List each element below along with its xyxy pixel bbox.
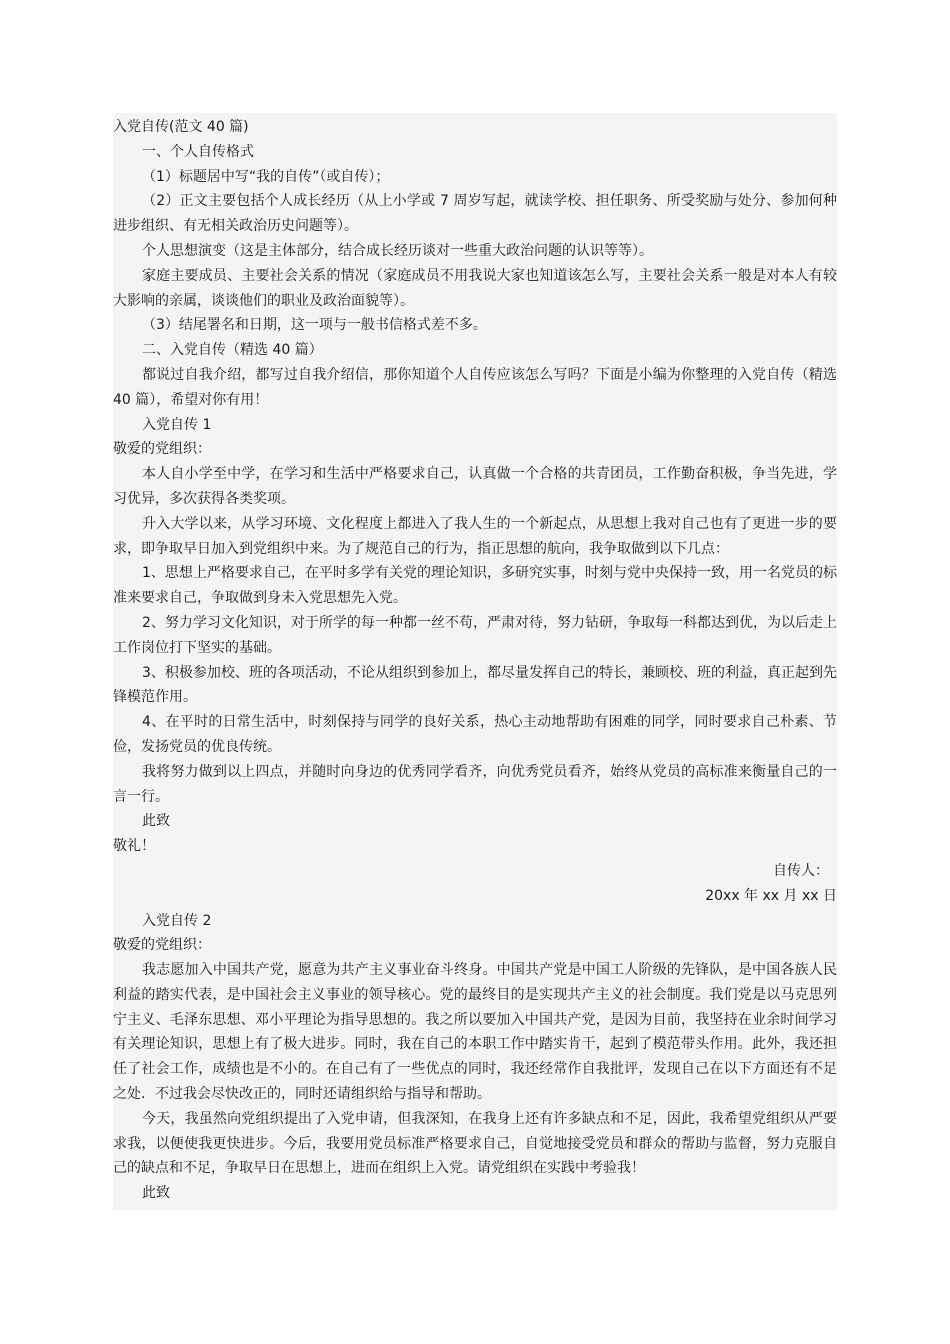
paragraph: 4、在平时的日常生活中，时刻保持与同学的良好关系，热心主动地帮助有困难的同学，同时要求自己朴素、节俭，发扬党员的优良传统。 — [113, 714, 837, 755]
paragraph: 今天，我虽然向党组织提出了入党申请，但我深知，在我身上还有许多缺点和不足，因此，我希望党组织从严要求我，以便使我更快进步。今后，我要用党员标准严格要求自己，自觉地接受党员和群众的帮助与监督，努力克服自己的缺点和不足，争取早日在思想上，进而在组织上入党。请党组织在实践中考验我！ — [113, 1110, 837, 1177]
closing-line: 此致 — [142, 1185, 170, 1202]
document-body — [113, 113, 837, 1210]
salutation: 敬爱的党组织： — [113, 441, 211, 458]
article-title: 入党自传 1 — [142, 416, 212, 433]
salutation: 敬爱的党组织： — [113, 937, 211, 954]
section-heading: 一、个人自传格式 — [142, 143, 254, 160]
document-title: 入党自传(范文 40 篇) — [113, 119, 249, 135]
date: 20xx 年 xx 月 xx 日 — [705, 887, 837, 904]
paragraph: 1、思想上严格要求自己，在平时多学有关党的理论知识，多研究实事，时刻与党中央保持一致，用一名党员的标准来要求自己，争取做到身未入党思想先入党。 — [113, 565, 837, 607]
paragraph: （1）标题居中写“我的自传”（或自传）； — [142, 168, 390, 185]
section-heading: 二、入党自传（精选 40 篇） — [142, 342, 323, 359]
paragraph: 家庭主要成员、主要社会关系的情况（家庭成员不用我说大家也知道该怎么写，主要社会关系一般是对本人有较大影响的亲属，谈谈他们的职业及政治面貌等）。 — [113, 267, 837, 309]
paragraph: （3）结尾署名和日期，这一项与一般书信格式差不多。 — [142, 317, 487, 334]
article-title: 入党自传 2 — [142, 912, 212, 929]
paragraph: 升入大学以来，从学习环境、文化程度上都进入了我人生的一个新起点，从思想上我对自己也有了更进一步的要求，即争取早日加入到党组织中来。为了规范自己的行为，指正思想的航向，我争取做到以下几点： — [113, 515, 837, 557]
closing-line: 敬礼！ — [113, 838, 155, 855]
closing-line: 此致 — [142, 813, 170, 830]
paragraph: 2、努力学习文化知识，对于所学的每一种都一丝不苟，严肃对待，努力钻研，争取每一科都达到优，为以后走上工作岗位打下坚实的基础。 — [113, 614, 837, 656]
paragraph: 本人自小学至中学，在学习和生活中严格要求自己，认真做一个合格的共青团员，工作勤奋积极，争当先进，学习优异，多次获得各类奖项。 — [113, 466, 837, 507]
paragraph: 我将努力做到以上四点，并随时向身边的优秀同学看齐，向优秀党员看齐，始终从党员的高标准来衡量自己的一言一行。 — [113, 763, 837, 805]
signer: 自传人： — [773, 862, 829, 879]
paragraph: （2）正文主要包括个人成长经历（从上小学或 7 周岁写起，就读学校、担任职务、所受奖励与处分、参加何种进步组织、有无相关政治历史问题等）。 — [113, 193, 837, 235]
paragraph: 3、积极参加校、班的各项活动，不论从组织到参加上，都尽量发挥自己的特长，兼顾校、班的利益，真正起到先锋模范作用。 — [113, 664, 837, 706]
paragraph: 我志愿加入中国共产党，愿意为共产主义事业奋斗终身。中国共产党是中国工人阶级的先锋队，是中国各族人民利益的踏实代表，是中国社会主义事业的领导核心。党的最终目的是实现共产主义的社会制度。我们党是以马克思列宁主义、毛泽东思想、邓小平理论为指导思想的。我之所以要加入中国共产党，是因为目前，我坚持在业余时间学习有关理论知识，思想上有了极大进步。同时，我在自己的本职工作中踏实肯干，起到了模范带头作用。此外，我还担任了社会工作，成绩也是不小的。在自己有了一些优点的同时，我还经常作自我批评，发现自己在以下方面还有不足之处．不过我会尽快改正的，同时还请组织给与指导和帮助。 — [113, 962, 837, 1103]
paragraph: 个人思想演变（这是主体部分，结合成长经历谈对一些重大政治问题的认识等等）。 — [142, 242, 653, 259]
paragraph: 都说过自我介绍，都写过自我介绍信，那你知道个人自传应该怎么写吗？下面是小编为你整理的入党自传（精选 40 篇），希望对你有用！ — [113, 366, 837, 408]
